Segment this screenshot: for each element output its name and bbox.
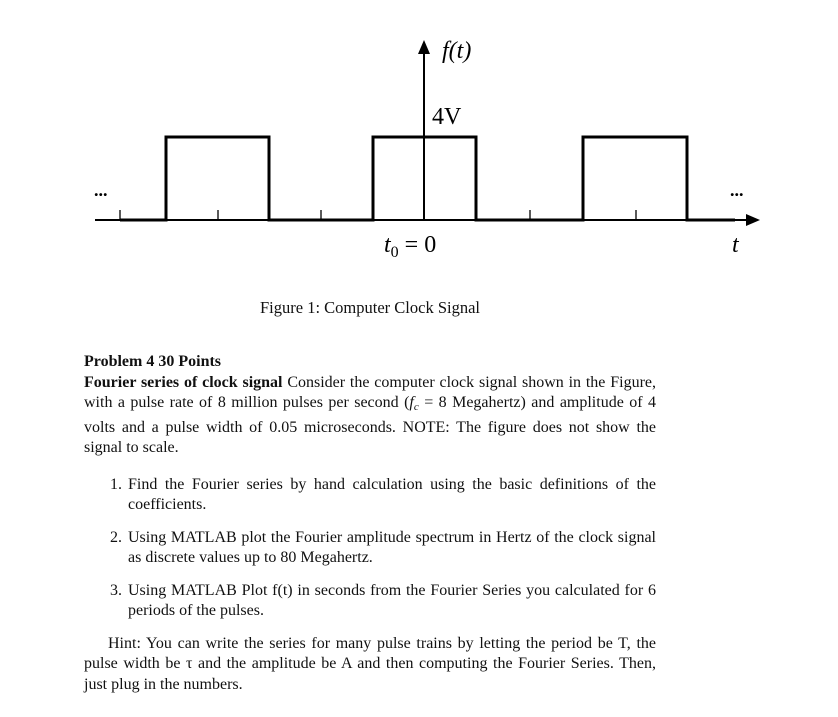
pulse-train	[120, 137, 735, 220]
task-item-1: 1. Find the Fourier series by hand calculation using the basic definitions of the coefficients.	[126, 475, 656, 516]
intro-text-1: Consider the computer clock signal shown in the Figure, with a pulse rate of 8 million pulses per second (	[84, 373, 657, 411]
amplitude-label: 4V	[432, 104, 462, 130]
problem-intro	[84, 373, 656, 459]
task-item-2: 2. Using MATLAB plot the Fourier amplitude spectrum in Hertz of the clock signal as discrete values up to 80 Megahertz.	[126, 528, 656, 569]
task-list	[84, 475, 656, 622]
left-ellipsis: ...	[94, 180, 108, 200]
task-item-3: 3. Using MATLAB Plot f(t) in seconds from the Fourier Series you calculated for 6 periods of the pulses.	[126, 581, 656, 622]
time-axis-label: t	[732, 232, 739, 258]
right-ellipsis: ...	[730, 180, 744, 200]
figure-caption: Figure 1: Computer Clock Signal	[260, 298, 480, 317]
problem-title: Fourier series of clock signal	[84, 373, 283, 391]
intro-text-2: = 8 Megahertz) and amplitude of 4 volts and a pulse width of 0.05 microseconds. NOTE: The figure does not show the signal to scale.	[84, 394, 656, 456]
problem-heading: Problem 4 30 Points	[84, 353, 222, 370]
clock-signal-figure	[0, 0, 838, 290]
amplitude-axis-arrow	[418, 40, 430, 54]
hint-paragraph: Hint: You can write the series for many pulse trains by letting the period be T, the pulse width be τ and the amplitude be A and then computing the Fourier Series. Then, just plug in the numbers.	[84, 634, 656, 693]
fc-subscript: c	[413, 401, 419, 413]
origin-label: $t_0 = 0$	[384, 232, 437, 261]
fc-symbol: f	[409, 394, 414, 411]
time-axis-arrow	[746, 214, 760, 226]
y-axis-label: f(t)	[442, 38, 472, 64]
problem-statement	[84, 352, 656, 695]
